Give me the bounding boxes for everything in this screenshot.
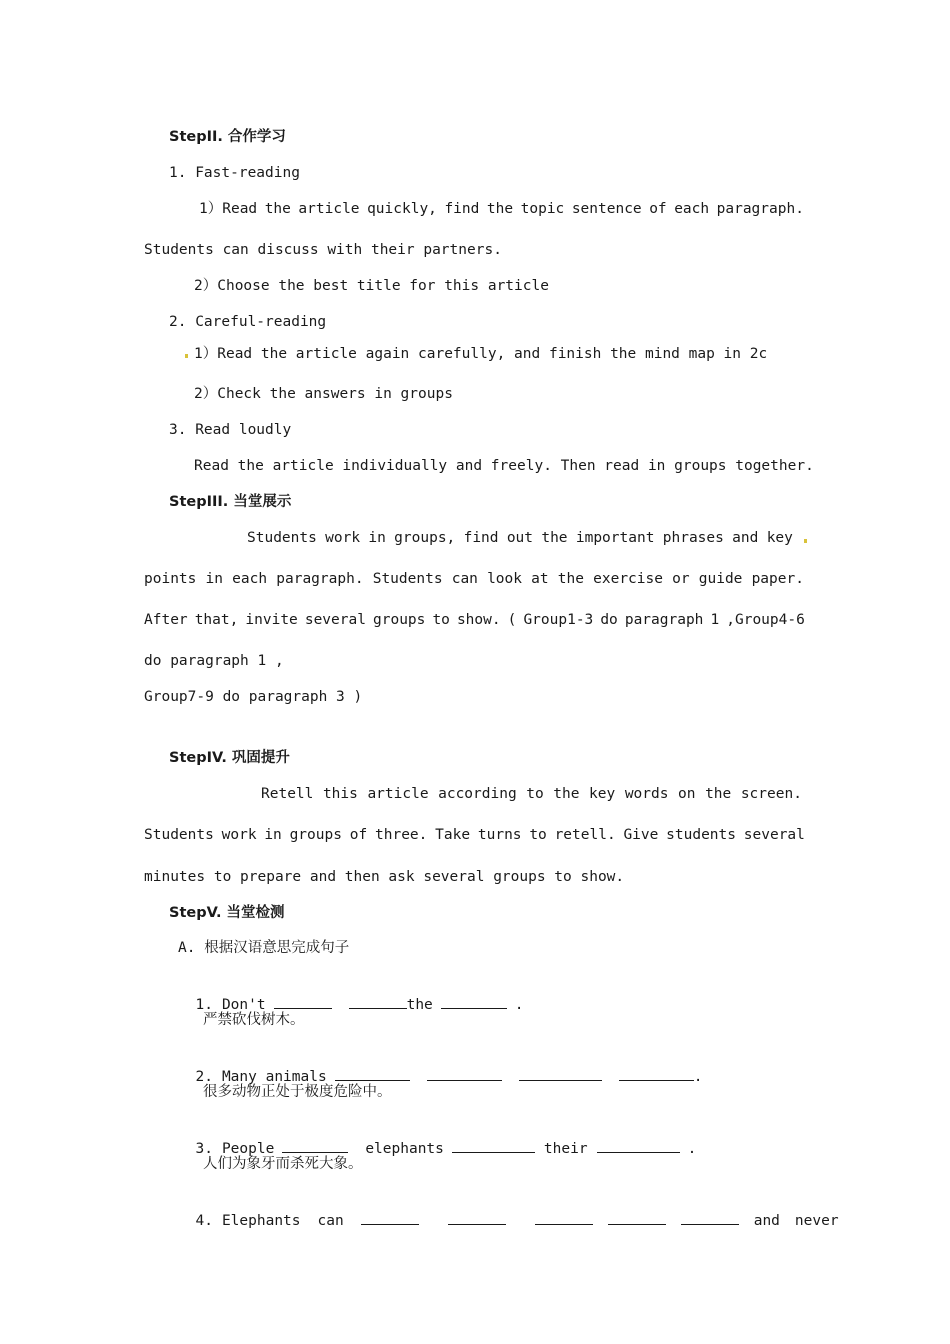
word: guide <box>698 571 743 587</box>
word: key <box>589 786 616 802</box>
word: paragraph. <box>716 201 804 217</box>
word: groups, <box>394 530 456 546</box>
word: out <box>506 530 534 546</box>
word: important <box>575 530 655 546</box>
word: the <box>557 571 584 587</box>
word: to <box>529 827 547 843</box>
word: groups <box>289 827 342 843</box>
answer-blank[interactable] <box>427 1066 502 1081</box>
word: 1）Read <box>199 201 258 217</box>
fast-reading-item2: 2）Choose the best title for this article <box>194 278 549 294</box>
word: key <box>766 530 793 546</box>
word: to <box>432 612 450 628</box>
word: screen. <box>740 786 802 802</box>
step4-line1 <box>261 784 802 804</box>
word: paragraph <box>624 612 704 628</box>
word: article <box>367 786 429 802</box>
answer-blank[interactable] <box>448 1210 506 1225</box>
word: several <box>743 827 805 843</box>
fast-reading-item1-cont: Students can discuss with their partners. <box>144 242 502 258</box>
highlight-mark <box>185 354 188 358</box>
word: After <box>144 612 188 628</box>
word: retell. <box>554 827 616 843</box>
word: on <box>678 786 696 802</box>
careful-reading-item2: 2）Check the answers in groups <box>194 386 453 402</box>
word: and <box>732 530 759 546</box>
word: of <box>349 827 368 843</box>
step3-line1 <box>247 528 793 548</box>
fast-reading-title: 1. Fast-reading <box>169 165 300 181</box>
step4-heading: StepIV. 巩固提升 <box>169 750 290 766</box>
word: paper. <box>751 571 804 587</box>
answer-blank[interactable] <box>535 1210 593 1225</box>
question-text: the <box>406 997 433 1013</box>
word: paragraph. <box>276 571 364 587</box>
word: the <box>553 786 580 802</box>
answer-blank[interactable] <box>335 1066 410 1081</box>
question-number: 1. <box>195 997 213 1013</box>
question-text: Elephants <box>221 1213 301 1229</box>
word: to <box>526 786 544 802</box>
question-3-chinese: 人们为象牙而杀死大象。 <box>203 1156 363 1172</box>
word: in <box>205 571 224 587</box>
word: turns <box>477 827 522 843</box>
word: groups <box>373 612 426 628</box>
read-loudly-title: 3. Read loudly <box>169 422 292 438</box>
step4-line3: minutes to prepare and then ask several groups to show. <box>144 869 625 885</box>
word: look <box>487 571 522 587</box>
question-1 <box>178 974 524 1015</box>
question-text: their <box>543 1141 588 1157</box>
question-text: . <box>687 1141 697 1157</box>
word: the <box>705 786 732 802</box>
word: invite <box>245 612 298 628</box>
word: points <box>144 571 197 587</box>
word: at <box>531 571 549 587</box>
word: the <box>541 530 568 546</box>
word: sentence <box>571 201 642 217</box>
word: ,Group4-6 <box>726 612 805 628</box>
word: of <box>649 201 667 217</box>
word: Students <box>247 530 317 546</box>
answer-blank[interactable] <box>441 994 507 1009</box>
word: Group1-3 <box>523 612 594 628</box>
fast-reading-item1 <box>199 199 804 219</box>
read-loudly-text: Read the article individually and freely. Then read in groups together. <box>194 458 814 474</box>
word: Students <box>372 571 443 587</box>
question-number: 2. <box>195 1069 213 1085</box>
question-2-chinese: 很多动物正处于极度危险中。 <box>203 1084 392 1100</box>
step3-line3 <box>144 610 805 630</box>
word: work <box>221 827 257 843</box>
question-text: Don't <box>221 997 266 1013</box>
answer-blank[interactable] <box>681 1210 739 1225</box>
question-text: and <box>753 1213 780 1229</box>
word: exercise <box>593 571 663 587</box>
question-3 <box>178 1118 696 1159</box>
word: each <box>232 571 268 587</box>
question-text: . <box>693 1069 703 1085</box>
word: Students <box>144 827 214 843</box>
word: show. <box>456 612 501 628</box>
step3-line5: Group7-9 do paragraph 3 ) <box>144 689 363 705</box>
word: 1 <box>710 612 720 628</box>
word: in <box>368 530 386 546</box>
word: each <box>674 201 710 217</box>
answer-blank[interactable] <box>519 1066 602 1081</box>
word: words <box>624 786 669 802</box>
word: phrases <box>662 530 724 546</box>
word: this <box>322 786 358 802</box>
question-text: People <box>221 1141 275 1157</box>
question-text: can <box>317 1213 344 1229</box>
step3-line2 <box>144 569 804 589</box>
step5-heading: StepV. 当堂检测 <box>169 905 285 921</box>
word: work <box>325 530 361 546</box>
question-text: never <box>794 1213 839 1229</box>
word: can <box>451 571 478 587</box>
word: Give <box>623 827 659 843</box>
question-1-chinese: 严禁砍伐树木。 <box>203 1012 305 1028</box>
word: Take <box>435 827 471 843</box>
careful-reading-title: 2. Careful-reading <box>169 314 327 330</box>
answer-blank[interactable] <box>349 994 407 1009</box>
question-number: 4. <box>195 1213 213 1229</box>
step3-heading: StepIII. 当堂展示 <box>169 494 292 510</box>
answer-blank[interactable] <box>597 1138 680 1153</box>
word: quickly, <box>367 201 437 217</box>
word: find <box>444 201 480 217</box>
word: find <box>463 530 499 546</box>
step2-heading: StepII. 合作学习 <box>169 129 286 145</box>
answer-blank[interactable] <box>452 1138 535 1153</box>
question-text: Many animals <box>221 1069 327 1085</box>
word: or <box>672 571 690 587</box>
section-a-title: A. 根据汉语意思完成句子 <box>178 940 350 956</box>
word: the <box>486 201 514 217</box>
question-4 <box>178 1190 839 1231</box>
word: several <box>304 612 366 628</box>
step4-line2 <box>144 825 805 845</box>
word: in <box>264 827 282 843</box>
question-number: 3. <box>195 1141 213 1157</box>
word: three. <box>375 827 428 843</box>
answer-blank[interactable] <box>361 1210 419 1225</box>
question-text: . <box>514 997 524 1013</box>
careful-reading-item1: 1）Read the article again carefully, and finish the mind map in 2c <box>194 346 768 362</box>
answer-blank[interactable] <box>282 1138 348 1153</box>
word: do <box>600 612 618 628</box>
answer-blank[interactable] <box>274 994 332 1009</box>
highlight-mark <box>804 539 807 543</box>
answer-blank[interactable] <box>619 1066 694 1081</box>
word: article <box>298 201 360 217</box>
word: ( <box>507 612 517 628</box>
step3-line4: do paragraph 1 , <box>144 653 284 669</box>
word: students <box>666 827 736 843</box>
word: topic <box>520 201 565 217</box>
question-text: elephants <box>365 1141 444 1157</box>
word: that, <box>194 612 239 628</box>
word: according <box>438 786 517 802</box>
answer-blank[interactable] <box>608 1210 666 1225</box>
word: the <box>264 201 291 217</box>
word: Retell <box>261 786 314 802</box>
question-2 <box>178 1046 702 1087</box>
